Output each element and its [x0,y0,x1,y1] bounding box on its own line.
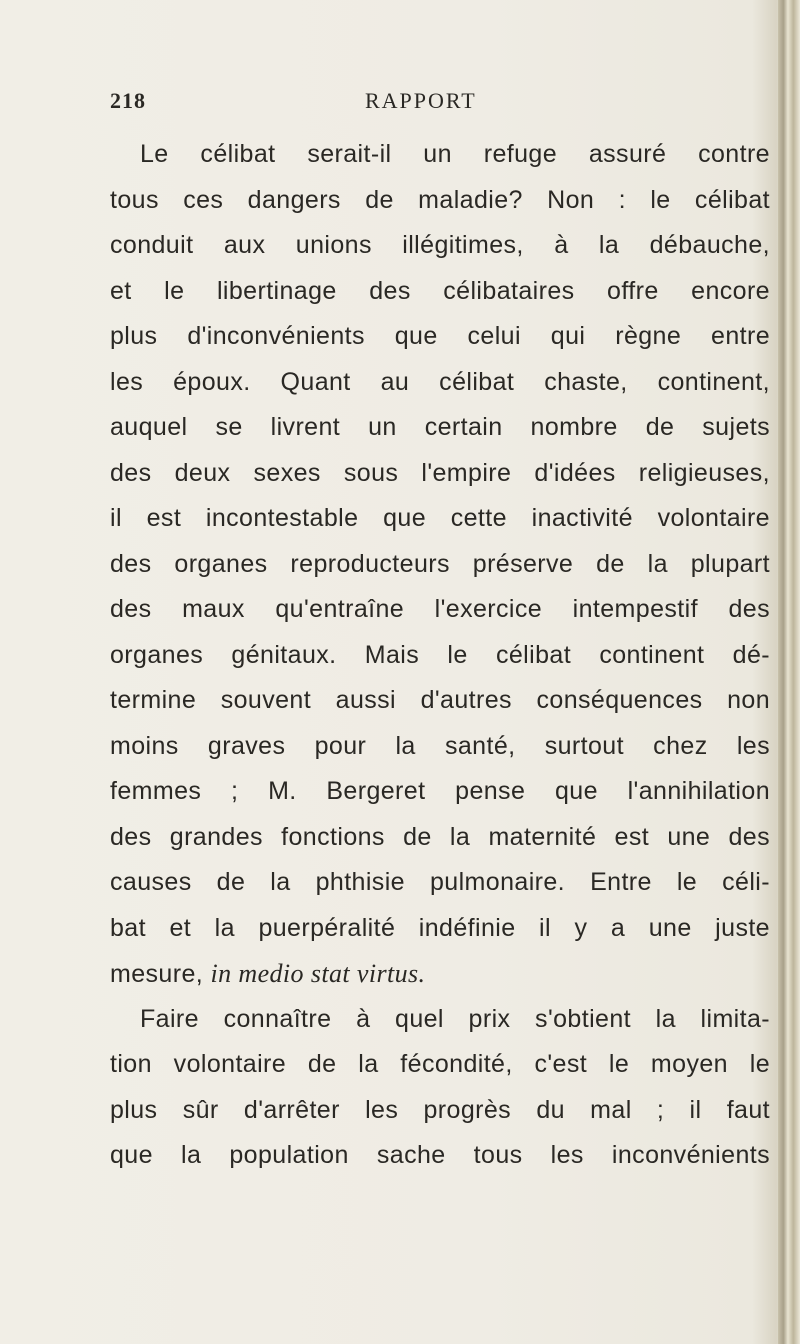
text-line: conduit aux unions illégitimes, à la débauche, [110,231,770,259]
text-line: tion volontaire de la fécondité, c'est le moyen le [110,1050,770,1078]
body-text [110,132,770,1179]
text-line: femmes ; M. Bergeret pense que l'annihilation [110,777,770,805]
text-line: il est incontestable que cette inactivité volontaire [110,504,770,532]
text-line: des deux sexes sous l'empire d'idées religieuses, [110,458,770,487]
page-header [110,88,770,120]
running-title: RAPPORT [365,88,477,113]
text-line: causes de la phthisie pulmonaire. Entre le céli- [110,868,770,896]
text-line: organes génitaux. Mais le célibat continent dé- [110,640,770,669]
page-number: 218 [110,88,146,113]
page-binding-edge [778,0,800,1344]
text-line: moins graves pour la santé, surtout chez les [110,731,770,760]
text-line-prefix: mesure, [110,960,211,988]
latin-quote: in medio stat virtus. [210,959,426,988]
text-line: et le libertinage des célibataires offre encore [110,276,770,305]
text-line: auquel se livrent un certain nombre de sujets [110,413,770,441]
text-line: plus d'inconvénients que celui qui règne entre [110,322,770,350]
text-line: tous ces dangers de maladie? Non : le célibat [110,185,770,214]
text-line: plus sûr d'arrêter les progrès du mal ; il faut [110,1095,770,1124]
text-line-paragraph-end [110,951,770,997]
text-line: des organes reproducteurs préserve de la plupart [110,549,770,578]
text-line: des grandes fonctions de la maternité est une des [110,822,770,851]
text-line: bat et la puerpéralité indéfinie il y a une juste [110,913,770,942]
text-line: Faire connaître à quel prix s'obtient la limita- [140,1004,770,1033]
text-line: les époux. Quant au célibat chaste, continent, [110,367,770,396]
text-line: Le célibat serait-il un refuge assuré contre [140,140,770,168]
text-line: termine souvent aussi d'autres conséquences non [110,686,770,714]
text-line: des maux qu'entraîne l'exercice intempestif des [110,595,770,623]
text-line: que la population sache tous les inconvénients [110,1141,770,1169]
